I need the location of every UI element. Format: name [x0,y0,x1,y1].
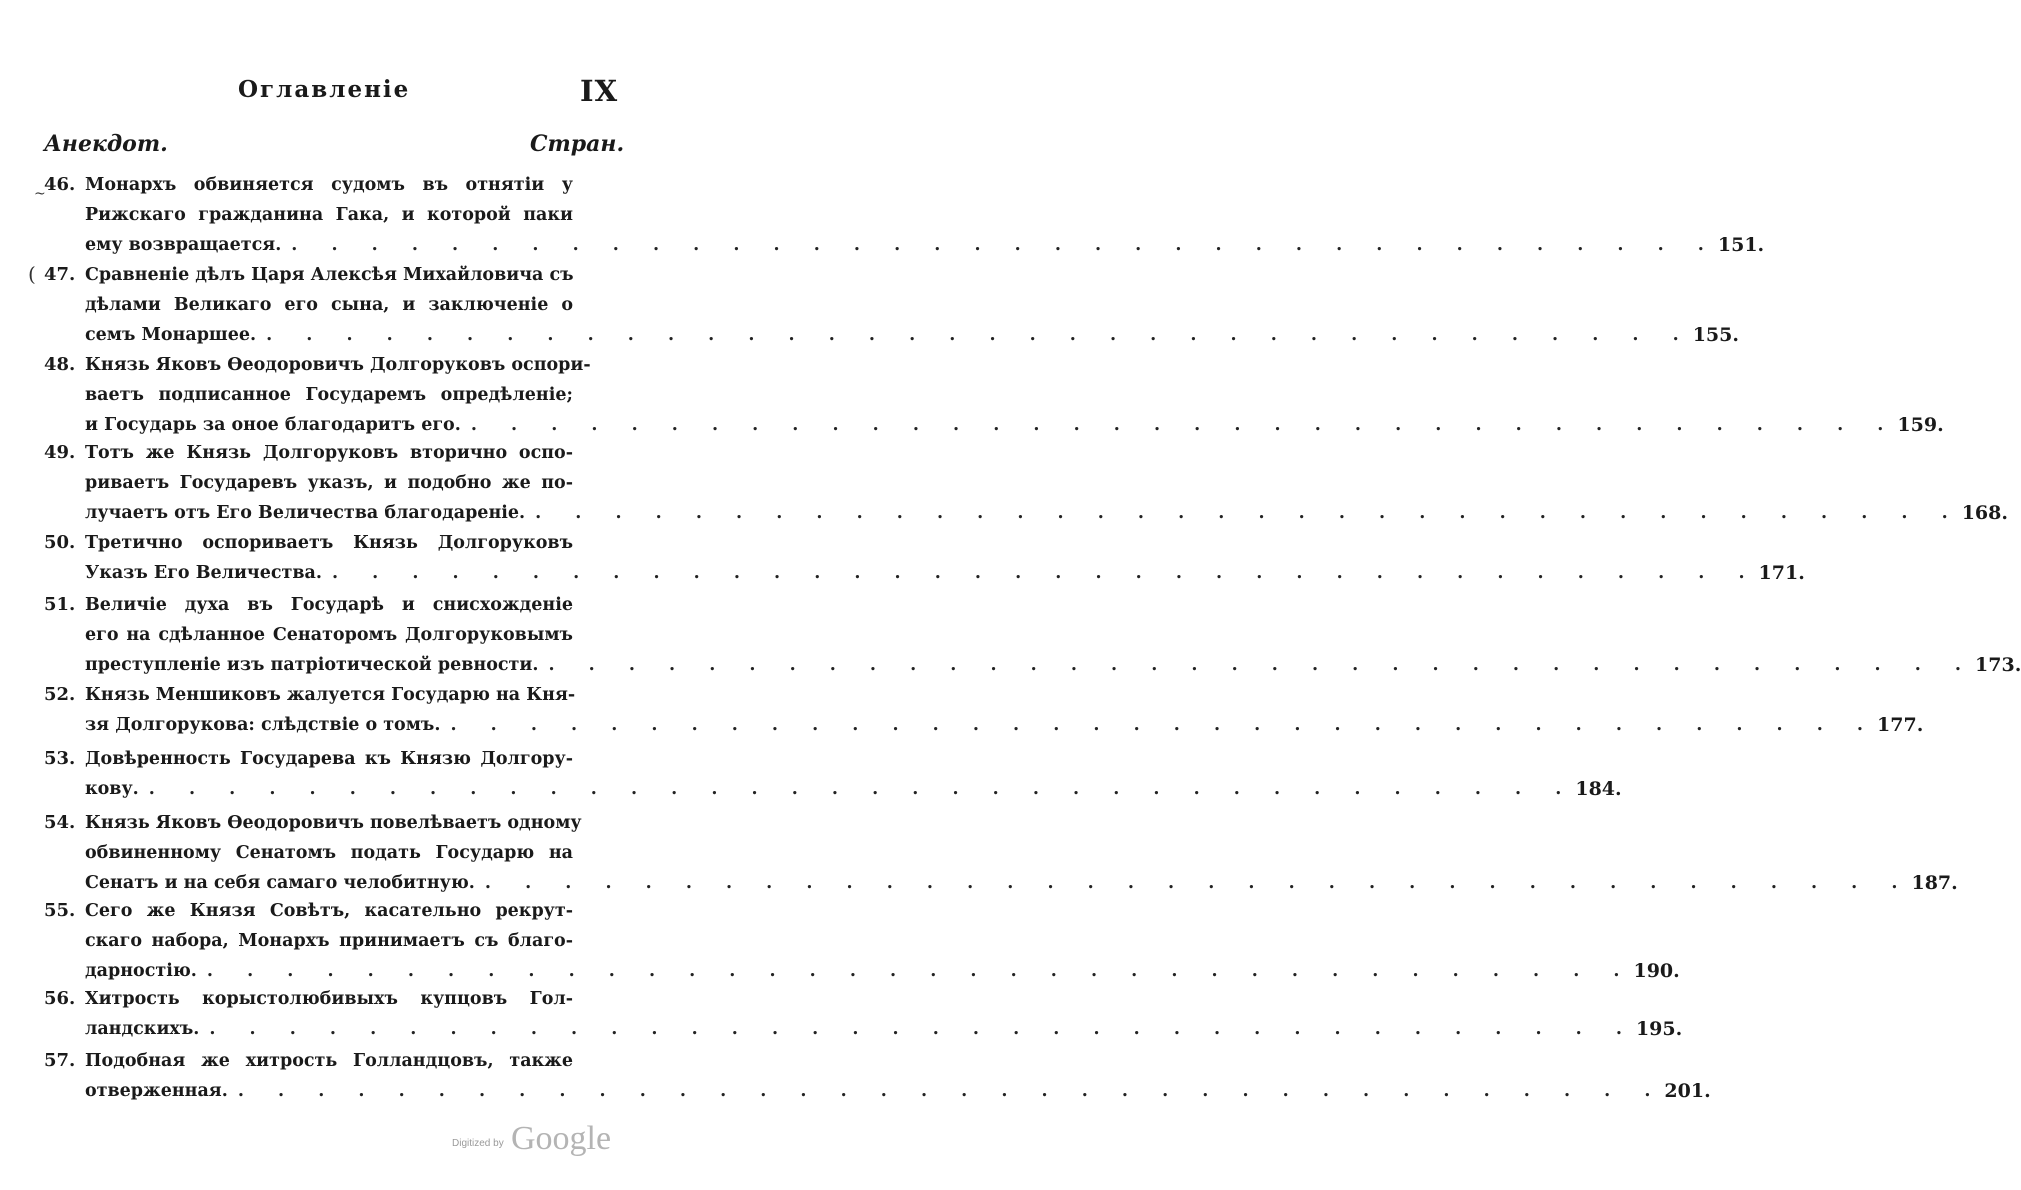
entry-number: 51. [44,594,76,615]
pen-mark-dash-icon: ~ [34,186,46,202]
entry-text-line: Сравненіе дѣлъ Царя Алексѣя Михайловича съ [85,265,574,285]
dot-leader: . . . . . . . . . . . . . . . . . . . . . . . . . . . . . . . . . . . . [450,715,1878,735]
entry-page-number: 177. [1877,714,1924,736]
entry-text-line: дарностію. [85,961,197,981]
entry-text-line: Третично оспориваетъ Князь Долгоруковъ [85,533,573,553]
entry-text-line: дѣлами Великаго его сына, и заключеніе о [85,295,573,315]
entry-last-line [85,956,1680,986]
entry-text-line: лучаетъ отъ Его Величества благодареніе. [85,503,526,523]
entry-text-line: зя Долгорукова: слѣдствіе о томъ. [85,715,441,735]
dot-leader: . . . . . . . . . . . . . . . . . . . . . . . . . . . . . . . . . . . . [266,325,1693,345]
dot-leader: . . . . . . . . . . . . . . . . . . . . . . . . . . . . . . . . . . . . [209,1019,1636,1039]
entry-number: 53. [44,748,76,769]
entry-page-number: 184. [1575,778,1622,800]
column-headings [0,131,699,163]
entry-text-line: семъ Монаршее. [85,325,257,345]
entry-text-line: преступленіе изъ патріотической ревности. [85,655,539,675]
entry-number: 57. [44,1050,76,1071]
google-logo: Google [511,1120,612,1157]
entry-last-line [85,230,1765,260]
dot-leader: . . . . . . . . . . . . . . . . . . . . . . . . . . . . . . . . . . . . [484,873,1912,893]
page-title: Оглавленіе [238,76,411,103]
dot-leader: . . . . . . . . . . . . . . . . . . . . . . . . . . . . . . . . . . . . [291,235,1718,255]
dot-leader: . . . . . . . . . . . . . . . . . . . . . . . . . . . . . . . . . . . . [535,503,1962,523]
entry-last-line [85,710,1924,740]
entry-page-number: 195. [1635,1018,1683,1040]
entry-last-line [85,498,2008,528]
entry-page-number: 201. [1664,1080,1711,1102]
entry-last-line [85,320,1739,350]
entry-text-line: ему возвращается. [85,235,282,255]
entry-last-line [85,558,1805,588]
entry-page-number: 168. [1961,502,2008,524]
entry-text-line: и Государь за оное благодаритъ его. [85,415,461,435]
entry-last-line [85,774,1622,804]
entry-last-line [85,868,1958,898]
column-heading-page: Стран. [530,131,625,157]
page-header [0,76,699,110]
entry-text-line: скаго набора, Монархъ принимаетъ съ благо- [85,931,573,951]
entry-text-line: его на сдѣланное Сенаторомъ Долгоруковымъ [85,625,573,645]
entry-text-line: Тотъ же Князь Долгоруковъ вторично оспо- [85,443,573,463]
entry-number: 49. [44,442,76,463]
entry-page-number: 187. [1911,872,1958,894]
entry-last-line [85,650,2021,680]
entry-text-line: Указъ Его Величества. [85,563,322,583]
digitized-by-label: Digitized by [452,1138,504,1149]
entry-number: 54. [44,812,76,833]
entry-number: 55. [44,900,76,921]
entry-text-line: ваетъ подписанное Государемъ опредѣленіе; [85,385,573,405]
entry-page-number: 171. [1758,562,1805,584]
entry-text-line: Сего же Князя Совѣтъ, касательно рекрут- [85,901,573,921]
entry-text-line: Хитрость корыстолюбивыхъ купцовъ Гол- [85,989,573,1009]
entry-number: 48. [44,354,76,375]
entry-text-line: Монархъ обвиняется судомъ въ отнятіи у [85,175,573,195]
dot-leader: . . . . . . . . . . . . . . . . . . . . . . . . . . . . . . . . . . . . [470,415,1898,435]
dot-leader: . . . . . . . . . . . . . . . . . . . . . . . . . . . . . . . . . . . . [331,563,1759,583]
entry-text-line: Подобная же хитрость Голландцовъ, также [85,1051,573,1071]
entry-text-line: ландскихъ. [85,1019,200,1039]
entry-page-number: 151. [1717,234,1765,256]
entry-last-line [85,1014,1683,1044]
dot-leader: . . . . . . . . . . . . . . . . . . . . . . . . . . . . . . . . . . . . [148,779,1576,799]
entry-page-number: 159. [1897,414,1944,436]
dot-leader: . . . . . . . . . . . . . . . . . . . . . . . . . . . . . . . . . . . . [548,655,1976,675]
entry-number: 50. [44,532,76,553]
entry-number: 47. [44,264,76,285]
entry-text-line: риваетъ Государевъ указъ, и подобно же по- [85,473,573,493]
entry-text-line: обвиненному Сенатомъ подать Государю на [85,843,573,863]
entry-text-line: Сенатъ и на себя самаго челобитную. [85,873,475,893]
roman-page-number: IX [580,74,619,108]
pen-mark-bracket-icon: ( [28,262,36,286]
entry-text-line: отверженная. [85,1081,228,1101]
entry-number: 52. [44,684,76,705]
entry-page-number: 190. [1633,960,1680,982]
entry-number: 46. [44,174,76,195]
entry-page-number: 155. [1692,324,1739,346]
entry-page-number: 173. [1975,654,2021,676]
entry-text-line: Рижскаго гражданина Гака, и которой паки [85,205,573,225]
dot-leader: . . . . . . . . . . . . . . . . . . . . . . . . . . . . . . . . . . . . [237,1081,1665,1101]
entry-last-line [85,1076,1711,1106]
entry-text-line: Князь Яковъ Ѳеодоровичъ повелѣваетъ одному [85,813,582,833]
entry-text-line: Величіе духа въ Государѣ и снисхожденіе [85,595,573,615]
entry-text-line: Князь Меншиковъ жалуется Государю на Кня- [85,685,576,705]
entry-text-line: Довѣренность Государева къ Князю Долгору- [85,749,573,769]
dot-leader: . . . . . . . . . . . . . . . . . . . . . . . . . . . . . . . . . . . . [206,961,1634,981]
column-heading-anecdote: Анекдот. [44,131,168,157]
entry-text-line: кову. [85,779,139,799]
entry-number: 56. [44,988,76,1009]
entry-last-line [85,410,1944,440]
entry-text-line: Князь Яковъ Ѳеодоровичъ Долгоруковъ оспори- [85,355,591,375]
